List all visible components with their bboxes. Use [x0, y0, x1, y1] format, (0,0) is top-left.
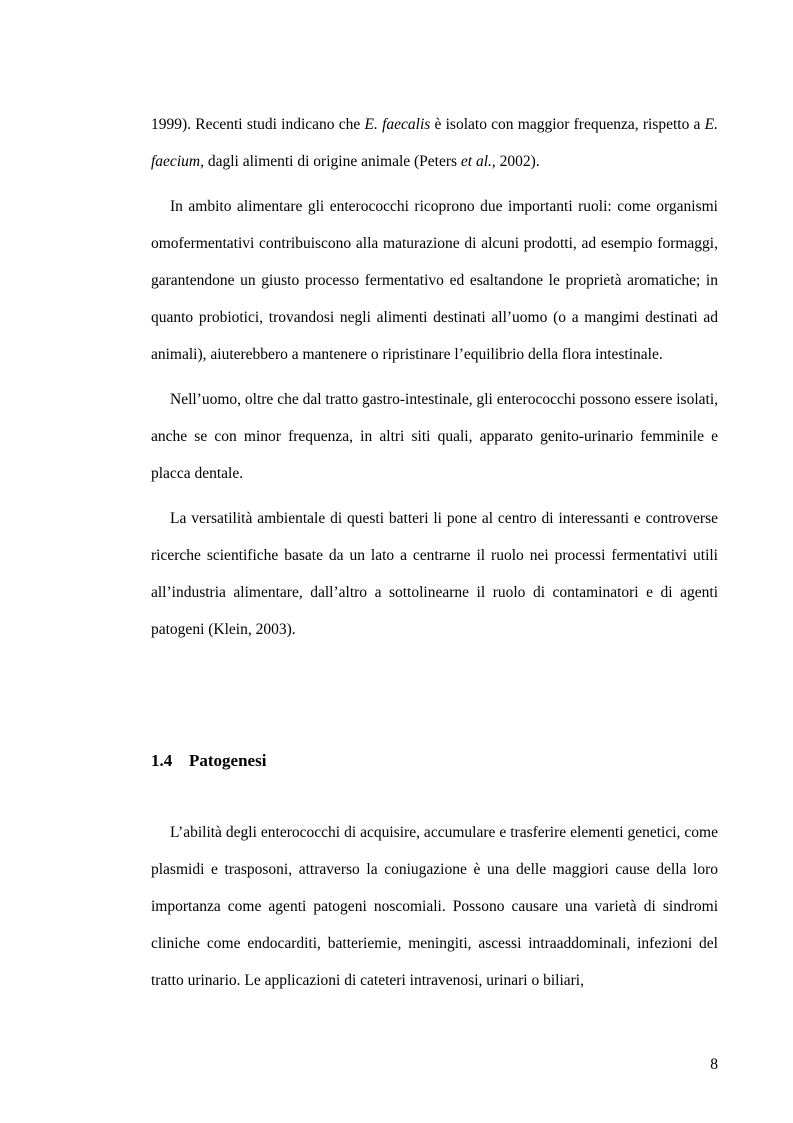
paragraph-1-text-b: è isolato con maggior frequenza, rispetto a: [430, 116, 705, 133]
species-e-faecalis: E. faecalis: [364, 116, 431, 133]
text-block-intro: [151, 106, 718, 648]
paragraph-1-text-a: 1999). Recenti studi indicano che: [151, 116, 365, 133]
paragraph-4: La versatilità ambientale di questi batteri li pone al centro di interessanti e controverse ricerche scientifiche basate da un lato a centrarne il ruolo nei processi fermentativi utili all’industria alimentare, dall’altro a sottolinearne il ruolo di contaminatori e di agenti patogeni (Klein, 2003).: [151, 510, 718, 638]
species-e-faecium: E. faecium,: [151, 116, 718, 170]
paragraph-5: L’abilità degli enterococchi di acquisire, accumulare e trasferire elementi genetici, come plasmidi e trasposoni, attraverso la coniugazione è una delle maggiori cause della loro importanza come agenti patogeni noscomiali. Possono causare una varietà di sindromi cliniche come endocarditi, batteriemie, meningiti, ascessi intraaddominali, infezioni del tratto urinario. Le applicazioni di cateteri intravenosi, urinari o biliari,: [151, 824, 718, 989]
section-number: 1.4: [151, 751, 173, 770]
citation-et-al: et al.,: [460, 153, 496, 170]
paragraph-1-text-d: 2002).: [495, 153, 540, 170]
page-number: 8: [710, 1056, 718, 1073]
paragraph-1-text-c: dagli alimenti di origine animale (Peters: [203, 153, 461, 170]
section-heading: [151, 749, 266, 773]
text-block-patogenesi: [151, 814, 718, 999]
paragraph-2: In ambito alimentare gli enterococchi ricoprono due importanti ruoli: come organismi omofermentativi contribuiscono alla maturazione di alcuni prodotti, ad esempio formaggi, garantendone un giusto processo fermentativo ed esaltandone le proprietà aromatiche; in quanto probiotici, trovandosi negli alimenti destinati all’uomo (o a mangimi destinati ad animali), aiuterebbero a mantenere o ripristinare l’equilibrio della flora intestinale.: [151, 198, 718, 363]
section-title: Patogenesi: [189, 751, 267, 770]
paragraph-3: Nell’uomo, oltre che dal tratto gastro-intestinale, gli enterococchi possono essere isolati, anche se con minor frequenza, in altri siti quali, apparato genito-urinario femminile e placca dentale.: [151, 391, 718, 482]
paragraph-1: [151, 106, 718, 180]
